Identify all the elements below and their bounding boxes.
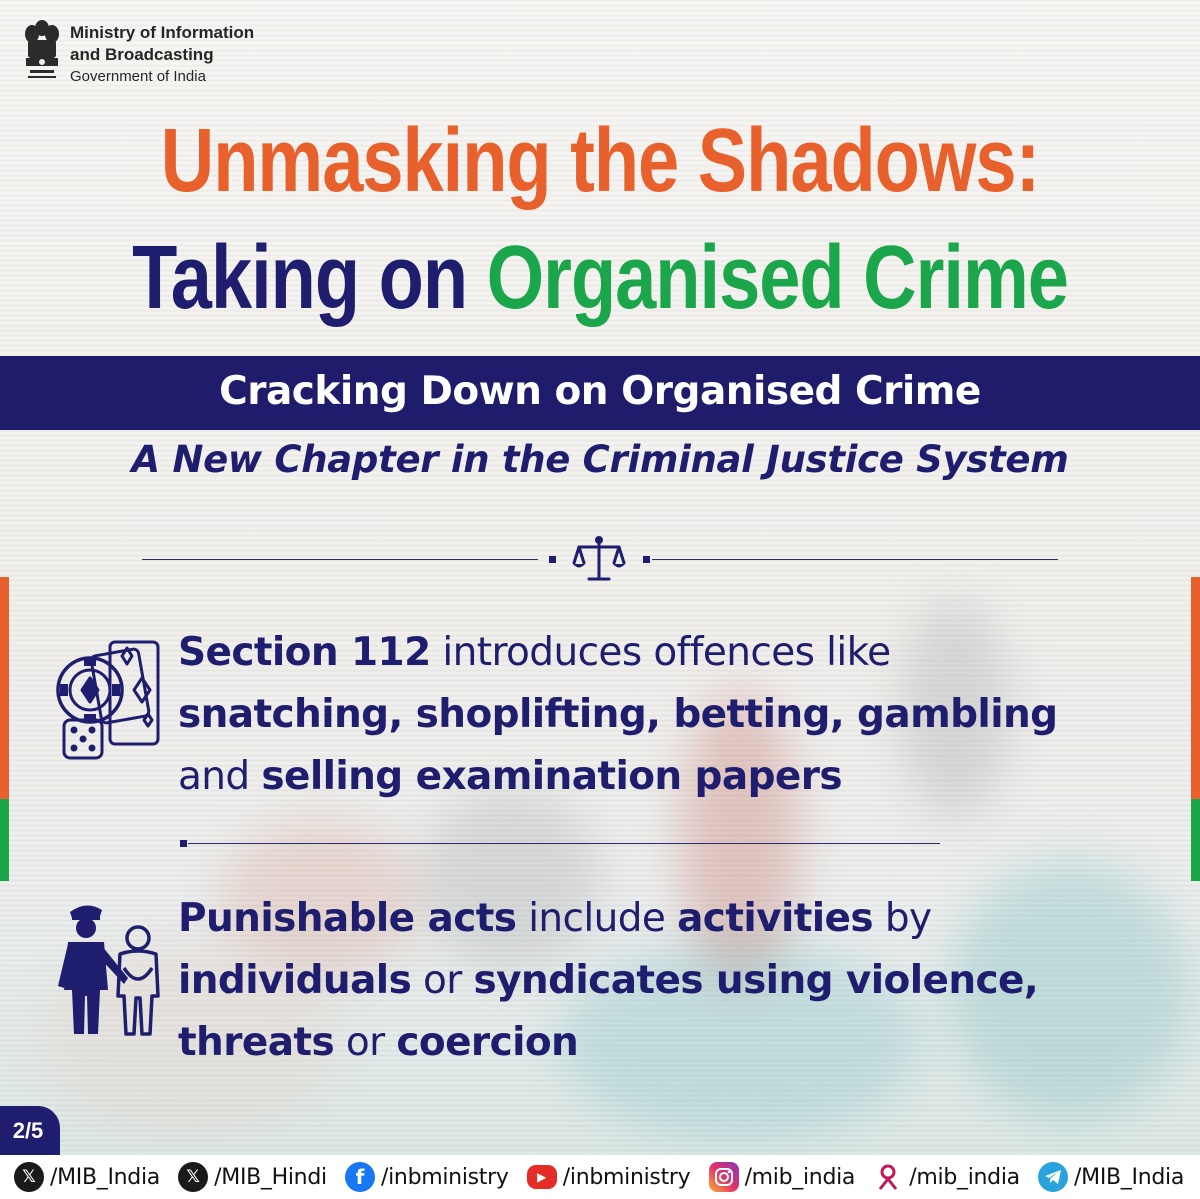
point2-text3: or	[411, 958, 474, 1003]
youtube-icon: ▶	[527, 1165, 557, 1189]
social-handle: /inbministry	[381, 1164, 509, 1190]
social-footer	[0, 1155, 1200, 1199]
right-saffron-bar	[1191, 577, 1200, 799]
national-emblem-icon	[22, 18, 62, 84]
point2-line2	[178, 950, 1038, 1012]
social-handle: /MIB_India	[1074, 1164, 1184, 1190]
x-icon: 𝕏	[178, 1162, 208, 1192]
mid-divider	[188, 843, 940, 844]
x-icon: 𝕏	[14, 1162, 44, 1192]
facebook-icon: f	[345, 1162, 375, 1192]
divider-right	[652, 559, 1058, 560]
headline-part-navy: Taking on	[132, 226, 487, 328]
section-number: Section 112	[178, 630, 431, 675]
coercion: coercion	[396, 1020, 579, 1065]
point2-line3	[178, 1012, 1038, 1074]
point2-text4: or	[334, 1020, 397, 1065]
social-handle: /mib_india	[909, 1164, 1020, 1190]
ministry-name-line1: Ministry of Information	[70, 23, 255, 42]
point2-line1	[178, 888, 1038, 950]
ministry-name-line2: and Broadcasting	[70, 45, 214, 64]
social-youtube[interactable]	[527, 1165, 691, 1190]
social-facebook[interactable]	[345, 1162, 509, 1192]
point1-text2: and	[178, 754, 262, 799]
punishable-acts: Punishable acts	[178, 896, 517, 941]
point1-line1	[178, 622, 1057, 684]
threats: threats	[178, 1020, 335, 1065]
instagram-icon	[709, 1162, 739, 1192]
offence-exam-papers: selling examination papers	[261, 754, 843, 799]
divider-dot	[643, 556, 650, 563]
point1-line3	[178, 746, 1057, 808]
gambling-cards-dice-icon	[52, 638, 164, 760]
telegram-icon	[1038, 1162, 1068, 1192]
scales-of-justice-icon	[571, 535, 627, 585]
syndicates-violence: syndicates using violence,	[473, 958, 1039, 1003]
divider-dot	[549, 556, 556, 563]
point2-text2: by	[873, 896, 932, 941]
headline-line1: Unmasking the Shadows:	[160, 109, 1040, 211]
ministry-title	[70, 22, 254, 88]
social-x-hindi[interactable]	[178, 1162, 327, 1192]
point2-text1: include	[516, 896, 678, 941]
social-handle: /inbministry	[562, 1164, 691, 1190]
government-label: Government of India	[70, 68, 206, 85]
left-green-bar	[0, 799, 9, 881]
point2-text	[178, 888, 1038, 1074]
banner: Cracking Down on Organised Crime	[0, 356, 1200, 430]
offence-list: snatching, shoplifting, betting, gambling	[178, 692, 1058, 737]
social-handle: /MIB_Hindi	[214, 1164, 327, 1190]
page-indicator: 2/5	[0, 1106, 60, 1156]
right-green-bar	[1191, 799, 1200, 881]
police-arrest-icon	[54, 898, 162, 1036]
divider-left	[142, 559, 538, 560]
point1-text1: introduces offences like	[430, 630, 891, 675]
social-x-india[interactable]	[14, 1162, 160, 1192]
individuals: individuals	[178, 958, 412, 1003]
mid-divider-dot	[180, 840, 187, 847]
social-telegram[interactable]	[1038, 1162, 1184, 1192]
subtitle: A New Chapter in the Criminal Justice System	[131, 438, 1069, 481]
point1-line2	[178, 684, 1057, 746]
social-sharechat[interactable]	[873, 1162, 1020, 1192]
social-handle: /mib_india	[744, 1164, 856, 1190]
left-saffron-bar	[0, 577, 9, 799]
point1-text	[178, 622, 1057, 808]
social-instagram[interactable]	[709, 1162, 856, 1192]
activities: activities	[677, 896, 874, 941]
sharechat-icon	[873, 1162, 903, 1192]
social-handle: /MIB_India	[50, 1164, 160, 1190]
headline-line2	[0, 225, 1200, 329]
headline-part-green: Organised Crime	[486, 226, 1068, 328]
